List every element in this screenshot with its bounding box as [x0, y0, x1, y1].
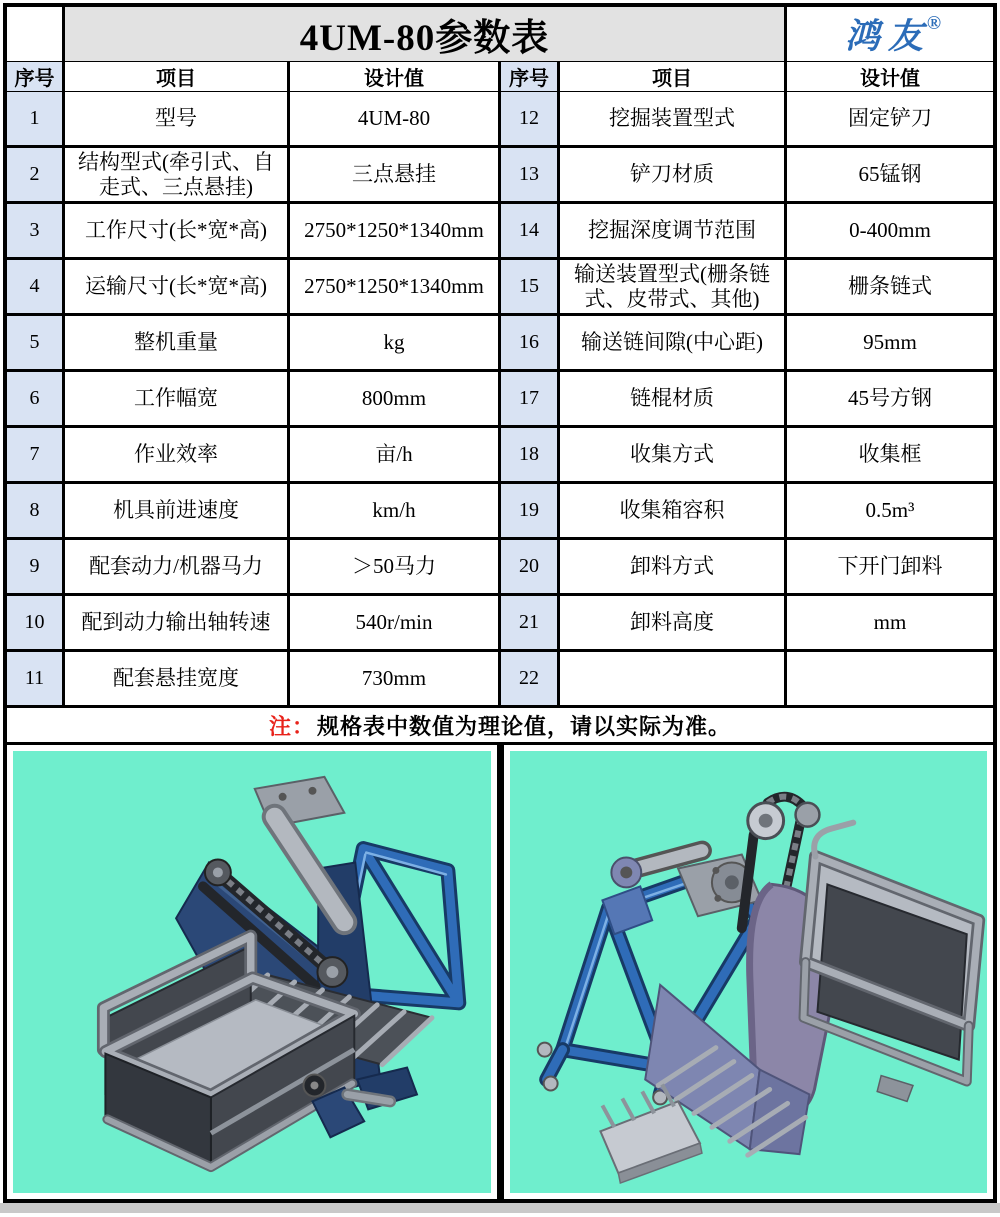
col-header-no: 序号 — [501, 62, 557, 91]
serial-cell: 14 — [501, 204, 557, 257]
serial-cell: 12 — [501, 92, 557, 145]
value-cell: 0-400mm — [787, 204, 993, 257]
table-row — [7, 540, 993, 593]
value-cell: ＞50马力 — [290, 540, 498, 593]
value-cell: 收集框 — [787, 428, 993, 481]
value-cell: 95mm — [787, 316, 993, 369]
item-cell: 工作幅宽 — [65, 372, 287, 425]
serial-cell: 20 — [501, 540, 557, 593]
note-prefix: 注： — [268, 713, 315, 739]
registered-mark-icon: ® — [926, 13, 942, 34]
serial-cell: 16 — [501, 316, 557, 369]
title-row — [7, 7, 993, 59]
serial-cell: 19 — [501, 484, 557, 537]
table-row — [7, 428, 993, 481]
item-cell: 铲刀材质 — [560, 148, 784, 201]
item-cell: 输送链间隙(中心距) — [560, 316, 784, 369]
value-cell: mm — [787, 596, 993, 649]
machine-render-right-panel — [504, 745, 994, 1199]
serial-cell: 21 — [501, 596, 557, 649]
item-cell: 挖掘深度调节范围 — [560, 204, 784, 257]
serial-cell: 18 — [501, 428, 557, 481]
value-cell: 65锰钢 — [787, 148, 993, 201]
column-header-row — [7, 62, 993, 89]
item-cell: 型号 — [65, 92, 287, 145]
serial-cell: 6 — [7, 372, 62, 425]
item-cell: 输送装置型式(栅条链式、皮带式、其他) — [560, 260, 784, 313]
item-cell: 卸料方式 — [560, 540, 784, 593]
serial-cell: 13 — [501, 148, 557, 201]
item-cell: 收集方式 — [560, 428, 784, 481]
serial-cell: 4 — [7, 260, 62, 313]
table-row — [7, 148, 993, 201]
serial-cell: 9 — [7, 540, 62, 593]
item-cell: 挖掘装置型式 — [560, 92, 784, 145]
serial-cell: 15 — [501, 260, 557, 313]
table-row — [7, 204, 993, 257]
value-cell: 4UM-80 — [290, 92, 498, 145]
machine-images-row — [7, 745, 993, 1199]
value-cell: 亩/h — [290, 428, 498, 481]
cylinder-roller — [255, 777, 345, 922]
brand-logo — [787, 7, 993, 61]
value-cell: 0.5m³ — [787, 484, 993, 537]
item-cell: 链棍材质 — [560, 372, 784, 425]
machine-3d-render-left — [13, 751, 491, 1193]
serial-cell: 1 — [7, 92, 62, 145]
col-header-item: 项目 — [560, 62, 784, 91]
table-row — [7, 316, 993, 369]
value-cell: kg — [290, 316, 498, 369]
serial-cell: 7 — [7, 428, 62, 481]
note-row — [7, 708, 993, 742]
serial-cell: 8 — [7, 484, 62, 537]
collection-box — [803, 823, 978, 1102]
note-text: 规格表中数值为理论值，请以实际为准。 — [317, 713, 732, 739]
item-cell: 配套悬挂宽度 — [65, 652, 287, 705]
col-header-value: 设计值 — [290, 62, 498, 91]
table-row — [7, 484, 993, 537]
value-cell: 800mm — [290, 372, 498, 425]
item-cell: 结构型式(牵引式、自走式、三点悬挂) — [65, 148, 287, 201]
table-row — [7, 372, 993, 425]
col-header-value: 设计值 — [787, 62, 993, 91]
item-cell: 运输尺寸(长*宽*高) — [65, 260, 287, 313]
item-cell — [560, 652, 784, 705]
item-cell: 配套动力/机器马力 — [65, 540, 287, 593]
value-cell: km/h — [290, 484, 498, 537]
serial-cell: 5 — [7, 316, 62, 369]
brand-name: 鸿友 — [844, 17, 931, 56]
machine-render-left-panel — [7, 745, 497, 1199]
spec-sheet — [3, 3, 997, 1203]
serial-cell: 2 — [7, 148, 62, 201]
value-cell: 730mm — [290, 652, 498, 705]
item-cell: 卸料高度 — [560, 596, 784, 649]
corner-blank-cell — [7, 7, 62, 61]
serial-cell: 3 — [7, 204, 62, 257]
page-title: 4UM-80参数表 — [65, 7, 784, 61]
value-cell: 540r/min — [290, 596, 498, 649]
item-cell: 作业效率 — [65, 428, 287, 481]
value-cell: 2750*1250*1340mm — [290, 260, 498, 313]
value-cell: 固定铲刀 — [787, 92, 993, 145]
table-row — [7, 596, 993, 649]
col-header-item: 项目 — [65, 62, 287, 91]
machine-3d-render-right — [510, 751, 988, 1193]
table-row — [7, 652, 993, 705]
value-cell: 45号方钢 — [787, 372, 993, 425]
value-cell: 三点悬挂 — [290, 148, 498, 201]
item-cell: 配到动力输出轴转速 — [65, 596, 287, 649]
col-header-no: 序号 — [7, 62, 62, 91]
item-cell: 机具前进速度 — [65, 484, 287, 537]
value-cell: 2750*1250*1340mm — [290, 204, 498, 257]
table-row — [7, 92, 993, 145]
item-cell: 工作尺寸(长*宽*高) — [65, 204, 287, 257]
value-cell — [787, 652, 993, 705]
value-cell: 下开门卸料 — [787, 540, 993, 593]
serial-cell: 10 — [7, 596, 62, 649]
serial-cell: 11 — [7, 652, 62, 705]
value-cell: 栅条链式 — [787, 260, 993, 313]
item-cell: 整机重量 — [65, 316, 287, 369]
page-bottom-edge — [0, 1203, 1000, 1213]
support-feet — [304, 1068, 417, 1138]
serial-cell: 22 — [501, 652, 557, 705]
item-cell: 收集箱容积 — [560, 484, 784, 537]
table-row — [7, 260, 993, 313]
serial-cell: 17 — [501, 372, 557, 425]
